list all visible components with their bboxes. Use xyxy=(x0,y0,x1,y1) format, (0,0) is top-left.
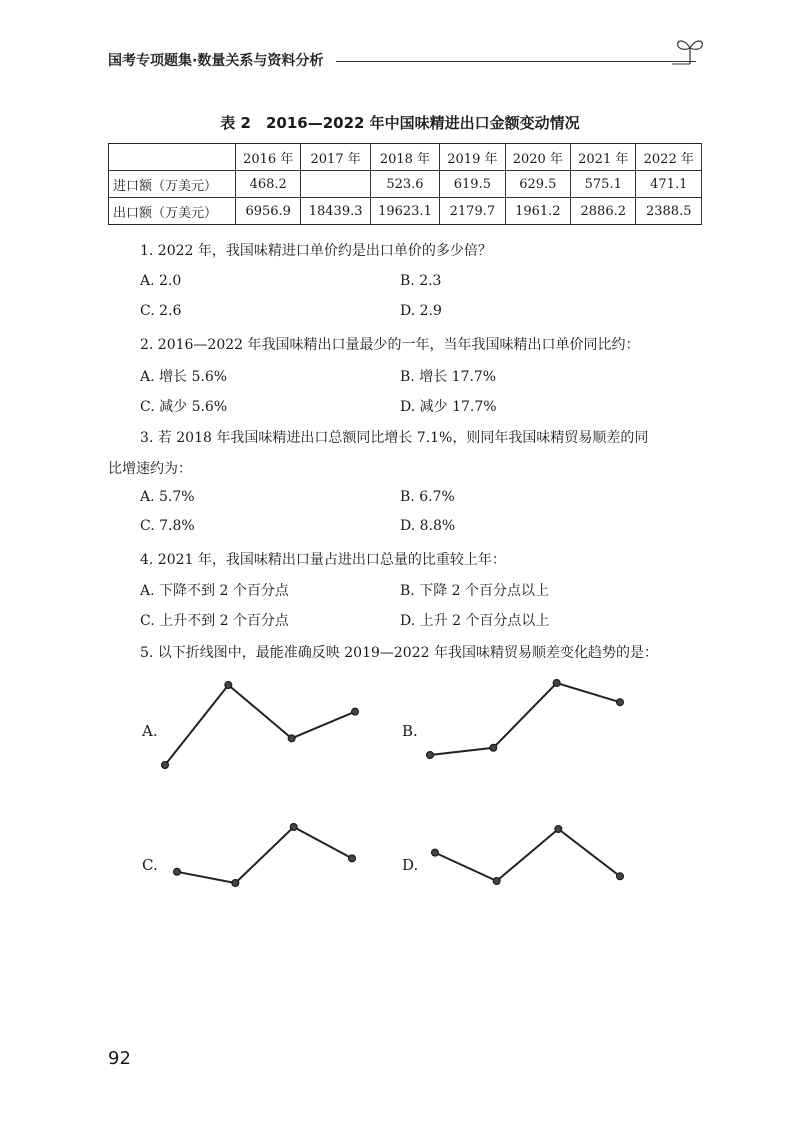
question-3-stem-continued: 比增速约为： xyxy=(108,461,192,477)
table-header-row xyxy=(109,144,702,171)
chart-b-polyline xyxy=(430,683,620,755)
row-label: 进口额（万美元） xyxy=(109,171,236,198)
table-cell: 2886.2 xyxy=(571,198,636,225)
chart-b-point-1 xyxy=(427,752,434,759)
chart-d-point-1 xyxy=(432,849,439,856)
question-2-option-c[interactable]: C. 减少 5.6% xyxy=(140,399,228,415)
chart-d-line[interactable] xyxy=(430,824,625,886)
chart-b-line[interactable] xyxy=(425,678,625,760)
question-1-option-c[interactable]: C. 2.6 xyxy=(140,303,182,319)
question-1-option-d[interactable]: D. 2.9 xyxy=(400,303,442,319)
table-cell: 2179.7 xyxy=(440,198,505,225)
chart-a-line[interactable] xyxy=(160,680,360,770)
table-cell: 2388.5 xyxy=(636,198,702,225)
table-cell: 19623.1 xyxy=(370,198,439,225)
table-cell: 575.1 xyxy=(571,171,636,198)
chart-d-polyline xyxy=(435,829,620,881)
chart-b-point-4 xyxy=(617,699,624,706)
table-cell: 468.2 xyxy=(236,171,301,198)
page-number: 92 xyxy=(108,1048,131,1069)
question-2-option-a[interactable]: A. 增长 5.6% xyxy=(140,369,228,385)
chart-a-point-4 xyxy=(352,708,359,715)
table-header-cell: 2020 年 xyxy=(505,144,570,171)
table-cell: 619.5 xyxy=(440,171,505,198)
table-title: 表 2 2016—2022 年中国味精进出口金额变动情况 xyxy=(220,114,580,132)
question-2-option-d[interactable]: D. 减少 17.7% xyxy=(400,399,497,415)
table-cell: 18439.3 xyxy=(301,198,370,225)
table-row-export xyxy=(109,198,702,225)
table-header-cell xyxy=(109,144,236,171)
question-2-stem: 2. 2016—2022 年我国味精出口量最少的一年，当年我国味精出口单价同比约： xyxy=(140,337,640,353)
table-cell: 6956.9 xyxy=(236,198,301,225)
table-cell xyxy=(301,171,370,198)
chart-d-point-3 xyxy=(555,826,562,833)
table-row-import xyxy=(109,171,702,198)
import-export-table xyxy=(108,143,702,225)
question-1-stem: 1. 2022 年，我国味精进口单价约是出口单价的多少倍？ xyxy=(140,243,492,259)
header-title: 国考专项题集·数量关系与资料分析 xyxy=(108,53,324,69)
question-3-option-b[interactable]: B. 6.7% xyxy=(400,489,455,505)
header-rule xyxy=(336,61,696,62)
table-cell: 629.5 xyxy=(505,171,570,198)
table-header-cell: 2017 年 xyxy=(301,144,370,171)
chart-a-point-3 xyxy=(288,735,295,742)
table-header-cell: 2021 年 xyxy=(571,144,636,171)
chart-a-point-1 xyxy=(162,762,169,769)
chart-c-point-2 xyxy=(232,880,239,887)
chart-a-polyline xyxy=(165,685,355,765)
question-3-option-a[interactable]: A. 5.7% xyxy=(140,489,195,505)
question-1-option-a[interactable]: A. 2.0 xyxy=(140,273,182,289)
table-cell: 1961.2 xyxy=(505,198,570,225)
table-cell: 523.6 xyxy=(370,171,439,198)
table-header-cell: 2016 年 xyxy=(236,144,301,171)
question-3-stem: 3. 若 2018 年我国味精进出口总额同比增长 7.1%，则同年我国味精贸易顺差的同 xyxy=(140,430,649,446)
chart-c-polyline xyxy=(177,827,352,883)
question-3-option-d[interactable]: D. 8.8% xyxy=(400,518,456,534)
chart-c-point-4 xyxy=(349,855,356,862)
chart-a-label[interactable]: A. xyxy=(142,722,158,740)
chart-c-point-3 xyxy=(290,824,297,831)
chart-c-label[interactable]: C. xyxy=(142,856,158,874)
chart-b-point-2 xyxy=(490,744,497,751)
question-4-option-c[interactable]: C. 上升不到 2 个百分点 xyxy=(140,613,289,629)
chart-b-point-3 xyxy=(553,680,560,687)
question-4-stem: 4. 2021 年，我国味精出口量占进出口总量的比重较上年： xyxy=(140,552,506,568)
table-header-cell: 2022 年 xyxy=(636,144,702,171)
chart-d-point-4 xyxy=(617,873,624,880)
chart-d-point-2 xyxy=(493,878,500,885)
chart-b-label[interactable]: B. xyxy=(402,722,418,740)
chart-d-label[interactable]: D. xyxy=(402,856,419,874)
question-2-option-b[interactable]: B. 增长 17.7% xyxy=(400,369,497,385)
question-1-option-b[interactable]: B. 2.3 xyxy=(400,273,442,289)
chart-c-point-1 xyxy=(174,868,181,875)
question-4-option-d[interactable]: D. 上升 2 个百分点以上 xyxy=(400,613,550,629)
table-header-cell: 2018 年 xyxy=(370,144,439,171)
question-3-option-c[interactable]: C. 7.8% xyxy=(140,518,195,534)
chart-c-line[interactable] xyxy=(172,822,357,888)
question-4-option-a[interactable]: A. 下降不到 2 个百分点 xyxy=(140,583,289,599)
table-header-cell: 2019 年 xyxy=(440,144,505,171)
question-5-stem: 5. 以下折线图中，最能准确反映 2019—2022 年我国味精贸易顺差变化趋势的是： xyxy=(140,645,658,661)
sprout-icon xyxy=(670,30,710,70)
row-label: 出口额（万美元） xyxy=(109,198,236,225)
chart-a-point-2 xyxy=(225,682,232,689)
question-4-option-b[interactable]: B. 下降 2 个百分点以上 xyxy=(400,583,549,599)
running-header xyxy=(108,50,708,72)
table-cell: 471.1 xyxy=(636,171,702,198)
